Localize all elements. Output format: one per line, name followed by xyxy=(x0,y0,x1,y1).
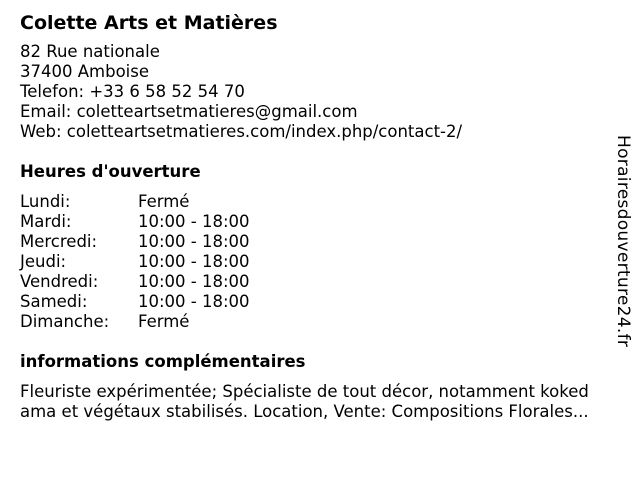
site-watermark: Horairesdouverture24.fr xyxy=(613,135,633,348)
web-line: Web: coletteartsetmatieres.com/index.php/contact-2/ xyxy=(20,122,463,141)
email-line: Email: coletteartsetmatieres@gmail.com xyxy=(20,102,358,121)
day-hours: 10:00 - 18:00 xyxy=(138,252,250,271)
day-label: Vendredi: xyxy=(20,272,99,291)
day-hours: 10:00 - 18:00 xyxy=(138,212,250,231)
additional-info-heading: informations complémentaires xyxy=(20,352,306,371)
day-hours: Fermé xyxy=(138,192,190,211)
day-hours: Fermé xyxy=(138,312,190,331)
day-label: Mercredi: xyxy=(20,232,98,251)
opening-hours-heading: Heures d'ouverture xyxy=(20,162,201,181)
address-city: 37400 Amboise xyxy=(20,62,149,81)
hours-row-mardi xyxy=(20,212,610,232)
business-card xyxy=(20,10,610,422)
address-street: 82 Rue nationale xyxy=(20,42,160,61)
additional-info-text: Fleuriste expérimentée; Spécialiste de tout décor, notamment koked ama et végétaux stabilisés. Location, Vente: Compositions Florales... xyxy=(20,382,589,421)
day-hours: 10:00 - 18:00 xyxy=(138,272,250,291)
day-label: Dimanche: xyxy=(20,312,110,331)
day-hours: 10:00 - 18:00 xyxy=(138,292,250,311)
day-label: Jeudi: xyxy=(20,252,67,271)
hours-row-jeudi xyxy=(20,252,610,272)
day-label: Samedi: xyxy=(20,292,88,311)
business-name: Colette Arts et Matières xyxy=(20,12,278,34)
hours-row-dimanche xyxy=(20,312,610,332)
day-label: Mardi: xyxy=(20,212,72,231)
hours-row-samedi xyxy=(20,292,610,312)
hours-row-mercredi xyxy=(20,232,610,252)
hours-row-lundi xyxy=(20,192,610,212)
day-label: Lundi: xyxy=(20,192,71,211)
day-hours: 10:00 - 18:00 xyxy=(138,232,250,251)
hours-row-vendredi xyxy=(20,272,610,292)
opening-hours-table xyxy=(20,192,610,332)
phone-line: Telefon: +33 6 58 52 54 70 xyxy=(20,82,245,101)
